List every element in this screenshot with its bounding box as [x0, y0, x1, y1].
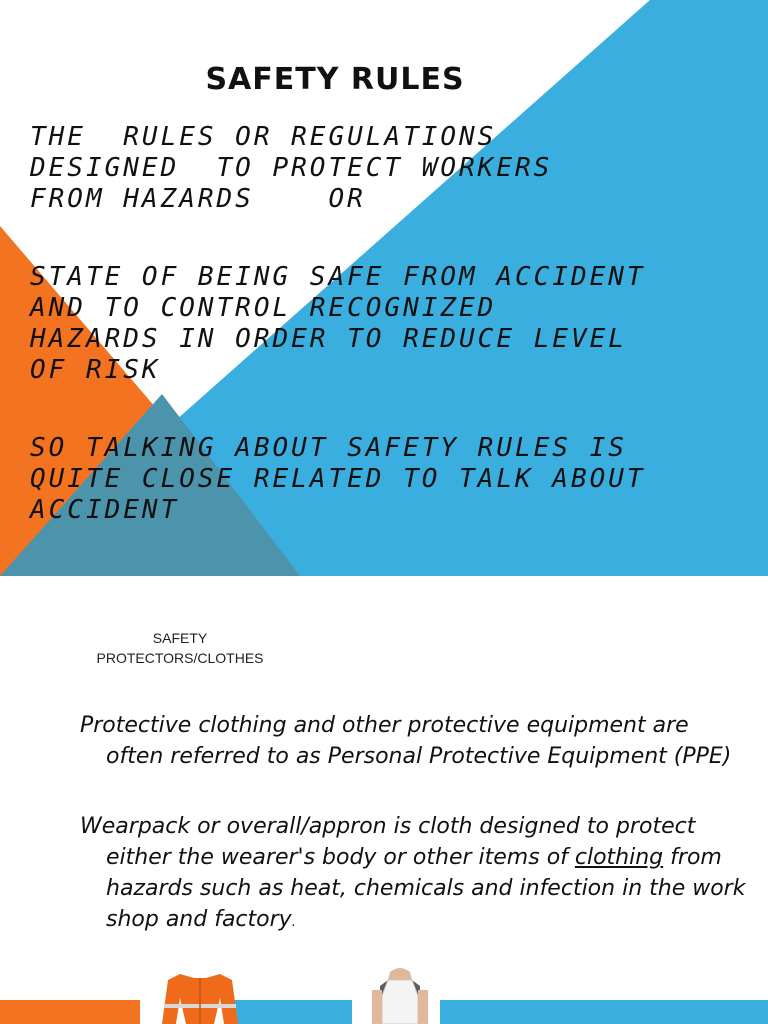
title-line-1: SAFETY: [152, 630, 208, 646]
title-line-2: PROTECTORS/CLOTHES: [96, 650, 264, 666]
orange-coverall-image: [162, 974, 238, 1024]
bullet-text-end: from hazards such as heat, chemicals and infection in the work shop and factory: [106, 845, 746, 932]
slide-safety-protectors: [0, 576, 768, 1024]
definition-paragraph-3: SO TALKING ABOUT SAFETY RULES IS QUITE CLOSE RELATED TO TALK ABOUT ACCIDENT: [30, 433, 646, 525]
footer-blue-bar-1: [232, 1000, 352, 1024]
definition-paragraph-1: THE RULES OR REGULATIONS DESIGNED TO PROTECT WORKERS FROM HAZARDS OR: [30, 122, 553, 214]
bullet-text-start: Wearpack or overall/appron is cloth designed to protect either the wearer's body or other items of: [80, 814, 696, 870]
clothing-link[interactable]: clothing: [574, 845, 664, 870]
footer-orange-bar: [0, 1000, 140, 1024]
bullet-period: .: [291, 915, 296, 930]
footer-blue-bar-2: [440, 1000, 768, 1024]
slide-title: SAFETY RULES: [205, 62, 465, 97]
slide-footer-graphics: [0, 576, 768, 1024]
white-apron-image: [372, 968, 428, 1024]
ppe-bullet: Protective clothing and other protective equipment are often referred to as Personal Protective Equipment (PPE): [80, 713, 732, 769]
definition-paragraph-2: STATE OF BEING SAFE FROM ACCIDENT AND TO CONTROL RECOGNIZED HAZARDS IN ORDER TO REDUCE LEVEL OF RISK: [30, 262, 646, 385]
